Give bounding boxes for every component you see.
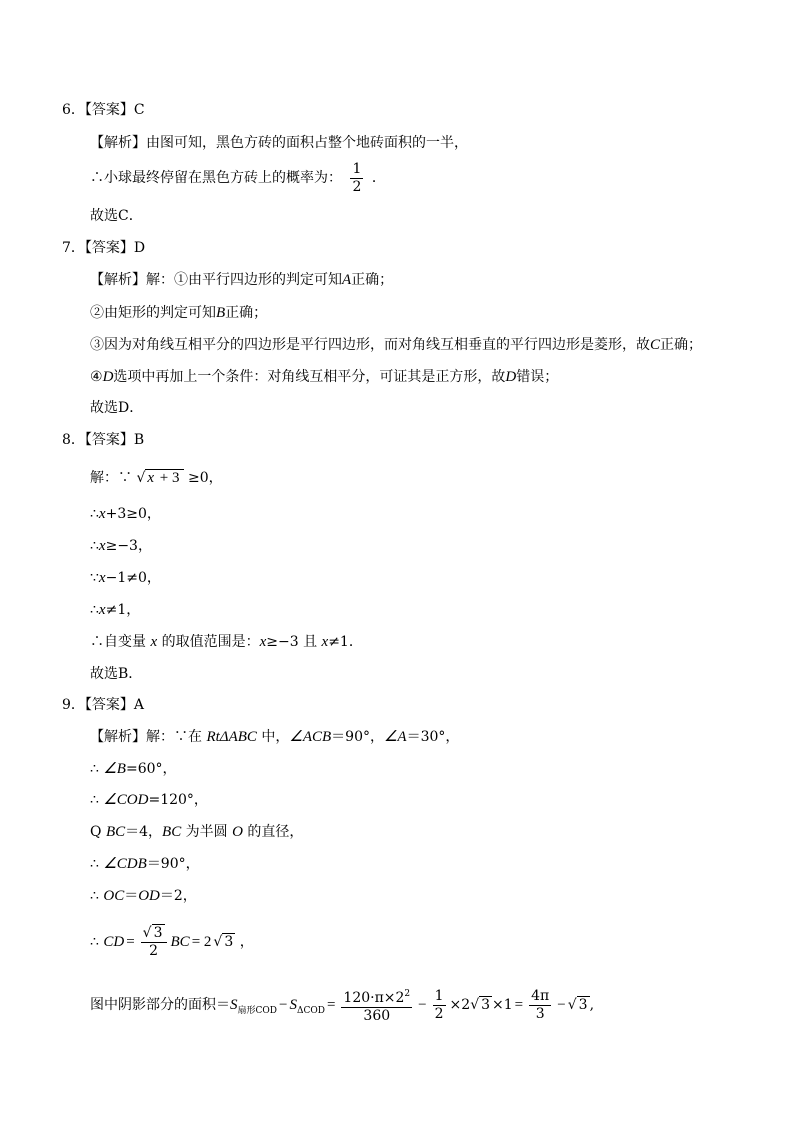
variable: x [98, 602, 106, 618]
q8-line-5 [90, 600, 140, 620]
fraction-denominator: 2 [434, 1005, 444, 1022]
fraction [341, 986, 412, 1025]
segment: BC [162, 824, 182, 840]
q7-analysis-line-2 [90, 303, 267, 323]
q8-answer-heading: 8．【答案】B [62, 432, 145, 448]
variable: x [321, 634, 329, 650]
q7-line2-var: B [216, 305, 226, 321]
expression: ≠1， [105, 602, 141, 618]
radicand: 3 [481, 997, 491, 1013]
variable: x [259, 634, 267, 650]
q7-analysis-line-1 [90, 270, 393, 290]
fraction-numerator [341, 986, 412, 1008]
symbol: ∵ [90, 570, 99, 586]
superscript: 2 [404, 988, 411, 999]
fraction-numerator: 1 [352, 160, 362, 177]
q6-line2-end: ． [371, 170, 386, 186]
text: 图中阴影部分的面积＝ [90, 997, 230, 1013]
q8-conclusion: 故选B． [90, 666, 143, 682]
expression: ×2 [449, 997, 471, 1013]
radicand [145, 469, 183, 486]
variable: x [98, 570, 106, 586]
radical-expression [213, 922, 235, 962]
fraction-denominator: 3 [535, 1005, 545, 1022]
subscript: 扇形COD [237, 1006, 277, 1016]
text: =120°， [148, 792, 208, 808]
text: 的取值范围是： [157, 634, 260, 650]
area-symbol: S [289, 997, 297, 1013]
radical-sign: √ [567, 997, 577, 1013]
q7-line4-end: 错误； [516, 369, 559, 385]
q6-probability-fraction [350, 161, 363, 196]
radicand-rest: + 3 [156, 470, 180, 486]
radical-expression [470, 985, 492, 1025]
fraction [141, 925, 167, 960]
text: ＝30°， [406, 729, 460, 745]
subscript: ΔCOD [296, 1006, 325, 1016]
fraction-numerator: 4π [531, 987, 550, 1004]
text: 【解析】解：∵在 [90, 729, 207, 745]
fraction [529, 988, 551, 1023]
q8-line-1 [90, 468, 223, 488]
q7-analysis-line-4 [90, 367, 558, 387]
segment: BC [170, 934, 190, 950]
q9-line-8 [90, 985, 594, 1031]
q6-conclusion: 故选C． [90, 208, 143, 224]
q7-line2-end: 正确； [225, 305, 268, 321]
segment: BC [105, 824, 126, 840]
area-symbol: S [230, 997, 238, 1013]
symbol: ∴ [90, 792, 104, 808]
variable: x [98, 506, 106, 522]
symbol: ∴ [90, 602, 99, 618]
equals: = [126, 934, 135, 950]
q8-line-2 [90, 504, 161, 524]
angle: ∠CDB [103, 856, 147, 872]
symbol: ∴ [90, 888, 104, 904]
q9-line-6 [90, 886, 197, 906]
radical-sign: √ [470, 997, 480, 1013]
segment: OC [103, 888, 125, 904]
symbol: Q [90, 824, 106, 840]
q7-line4-var2: D [505, 369, 517, 385]
fraction-denominator: 360 [363, 1007, 391, 1024]
angle: ∠COD [103, 792, 149, 808]
q9-line-7 [90, 922, 254, 962]
q9-line-2 [90, 759, 177, 779]
text: , [589, 997, 595, 1013]
text: 的直径， [242, 824, 304, 840]
q7-line4-text: 选项中再加上一个条件：对角线互相平分，可证其是正方形，故 [113, 369, 506, 385]
segment: OD [138, 888, 160, 904]
text: ＝90°， [331, 729, 384, 745]
q7-line3-var: C [650, 337, 661, 353]
numerator-text: 120·π×2 [343, 989, 405, 1006]
fraction-numerator [141, 925, 167, 943]
radical-sign: √ [213, 934, 223, 950]
segment: CD [103, 934, 125, 950]
q7-answer-heading: 7．【答案】D [62, 240, 146, 256]
q9-line-4 [90, 822, 303, 842]
q6-analysis-line-1: 【解析】由图可知，黑色方砖的面积占整个地砖面积的一半， [90, 135, 468, 151]
equals: = [514, 997, 524, 1013]
triangle-name: RtΔABC [206, 729, 257, 745]
text: ＝ [124, 888, 139, 904]
radicand: 3 [578, 997, 588, 1013]
radical-expression [136, 468, 183, 488]
q6-line2-text: ∴小球最终停留在黑色方砖上的概率为： [90, 170, 342, 186]
text: ， [235, 934, 254, 950]
variable: x [150, 634, 158, 650]
radical-expression [568, 985, 590, 1025]
q7-line1-text: 【解析】解：①由平行四边形的判定可知 [90, 272, 342, 288]
q9-line-5 [90, 854, 200, 874]
expression: +3≥0， [105, 506, 161, 522]
radical-sign: √ [136, 470, 146, 486]
symbol: ∴ [90, 856, 104, 872]
expression: ×1 [492, 997, 513, 1013]
text: ∴自变量 [90, 634, 151, 650]
fraction-denominator: 2 [352, 178, 362, 195]
fraction-denominator: 2 [149, 942, 159, 959]
variable: x [98, 538, 106, 554]
q8-line-6 [90, 632, 363, 652]
expression: −1≠0， [105, 570, 161, 586]
q7-line3-end: 正确； [660, 337, 703, 353]
radicand-var: x [147, 470, 155, 486]
q8-line1-end: ≥0， [187, 470, 223, 486]
angle: ∠A [383, 729, 407, 745]
angle: ∠ACB [289, 729, 332, 745]
symbol: ∴ [90, 934, 104, 950]
q6-answer-heading: 6．【答案】C [62, 102, 145, 118]
symbol: ∴ [90, 761, 104, 777]
radicand: 3 [153, 924, 163, 941]
radical-sign: √ [142, 924, 152, 941]
symbol: ∴ [90, 538, 99, 554]
radical-expression [143, 925, 165, 942]
expression: = 2 [191, 934, 212, 950]
angle: ∠B [103, 761, 126, 777]
q7-line4-start: ④ [90, 369, 103, 385]
q9-line-3 [90, 790, 208, 810]
text: 为半圆 [181, 824, 233, 840]
text: ＝4， [125, 824, 163, 840]
text: =60°， [125, 761, 177, 777]
q9-line-1 [90, 727, 459, 747]
q7-line2-text: ②由矩形的判定可知 [90, 305, 216, 321]
minus: − [418, 997, 427, 1013]
q7-line1-end: 正确； [351, 272, 394, 288]
q8-line-3 [90, 536, 152, 556]
text: ＝2， [159, 888, 197, 904]
fraction [433, 988, 446, 1023]
q8-line1-text: 解：∵ [90, 470, 132, 486]
point: O [232, 824, 243, 840]
q7-line1-var: A [342, 272, 352, 288]
radicand: 3 [224, 934, 234, 950]
expression: ≥−3， [105, 538, 152, 554]
minus: − [557, 997, 566, 1013]
text: 中， [256, 729, 290, 745]
equals: = [326, 997, 336, 1013]
q7-analysis-line-3 [90, 335, 702, 355]
text: ≥−3 且 [266, 634, 322, 650]
q7-line4-var1: D [102, 369, 114, 385]
q8-line-4 [90, 568, 161, 588]
symbol: ∴ [90, 506, 99, 522]
fraction-numerator: 1 [434, 987, 444, 1004]
q6-analysis-line-2 [90, 158, 386, 198]
q7-conclusion: 故选D． [90, 400, 144, 416]
q7-line3-text: ③因为对角线互相平分的四边形是平行四边形，而对角线互相垂直的平行四边形是菱形，故 [90, 337, 650, 353]
text: ≠1． [328, 634, 363, 650]
q9-answer-heading: 9．【答案】A [62, 697, 145, 713]
minus: − [278, 997, 288, 1013]
text: ＝90°， [146, 856, 200, 872]
